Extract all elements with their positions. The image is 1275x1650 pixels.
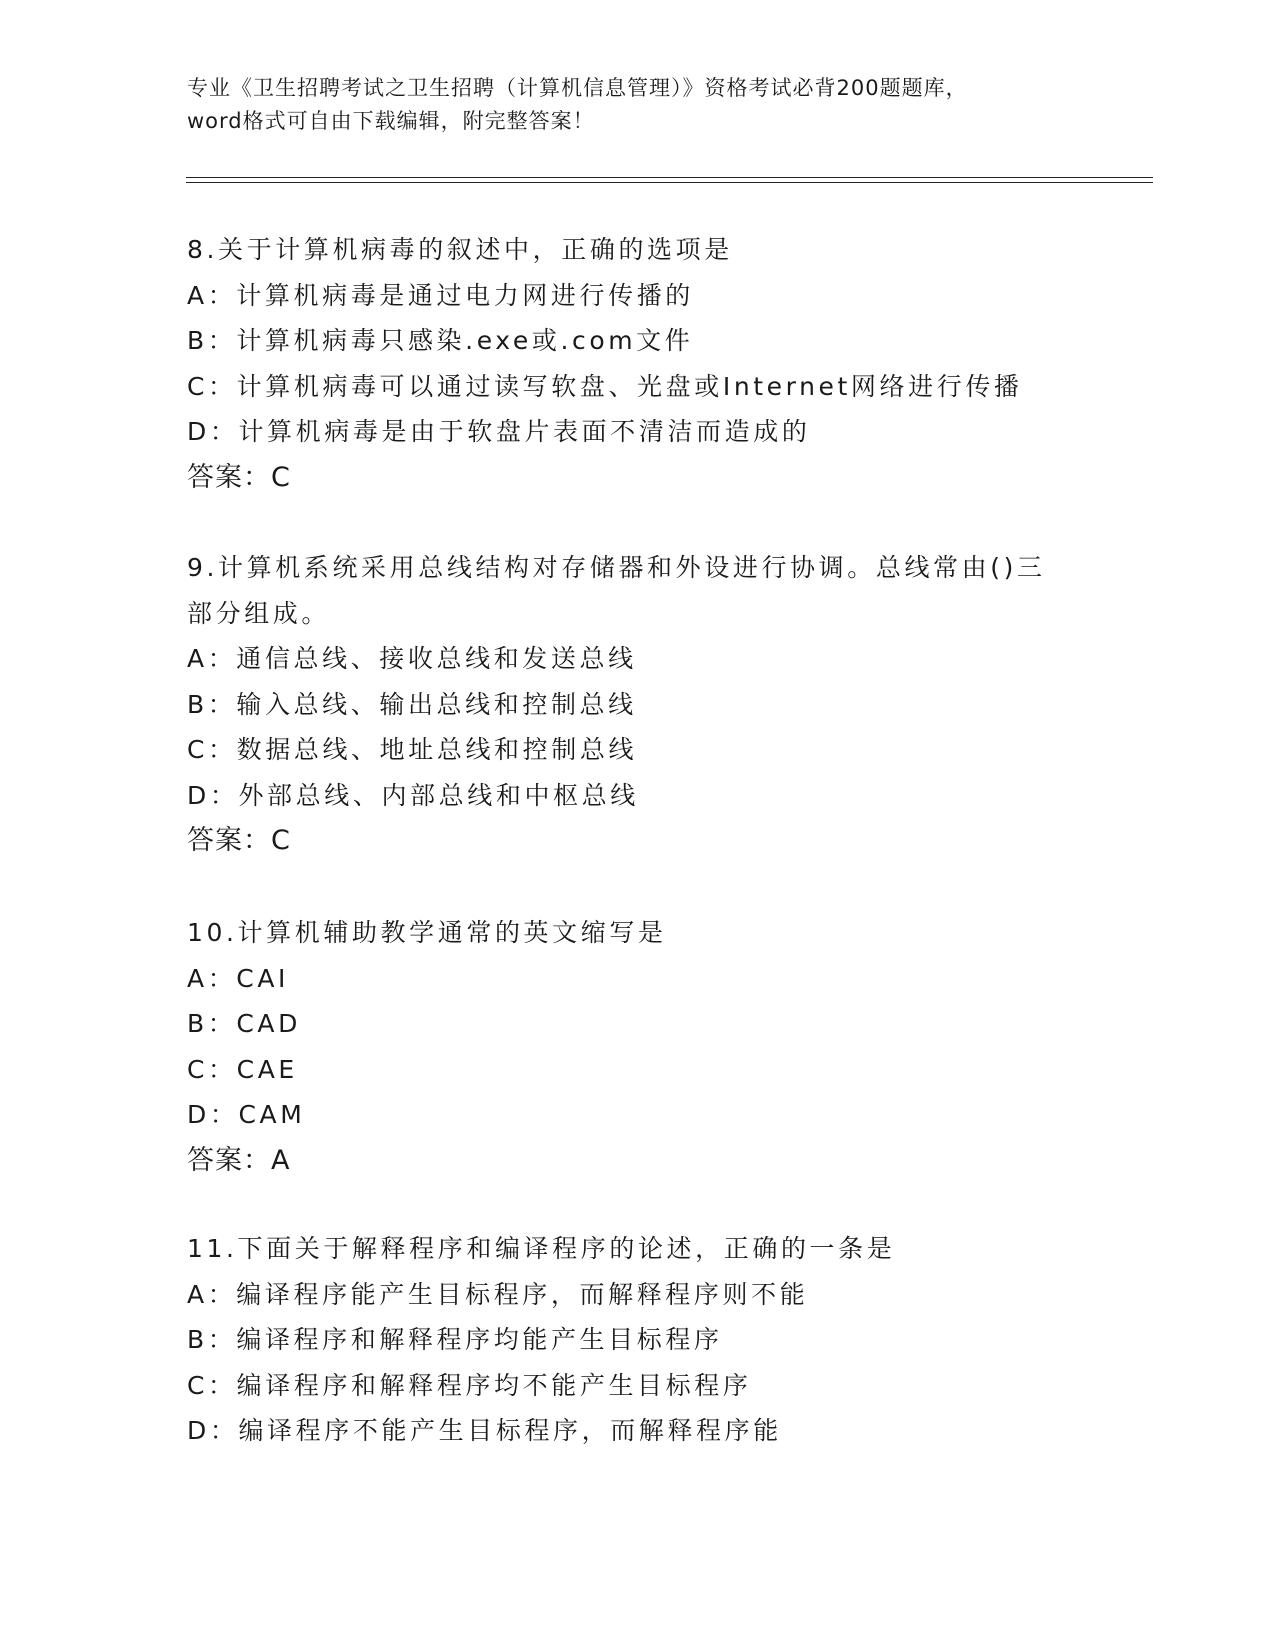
answer: 答案：C — [187, 461, 291, 493]
answer: 答案：A — [187, 1144, 291, 1176]
question-stem: 10.计算机辅助教学通常的英文缩写是 — [187, 918, 667, 947]
option-c: C：编译程序和解释程序均不能产生目标程序 — [187, 1370, 752, 1400]
option-d: D：外部总线、内部总线和中枢总线 — [187, 780, 639, 810]
header-divider-top — [186, 177, 1153, 178]
option-d: D：计算机病毒是由于软盘片表面不清洁而造成的 — [187, 417, 811, 446]
question-9 — [187, 545, 1087, 864]
question-stem-continued: 部分组成。 — [187, 598, 331, 628]
option-b: B：编译程序和解释程序均能产生目标程序 — [187, 1325, 723, 1354]
header-divider-bottom — [186, 182, 1153, 183]
question-11 — [187, 1226, 1087, 1454]
header-line-2: word格式可自由下载编辑，附完整答案！ — [187, 109, 595, 133]
option-c: C：CAE — [187, 1054, 298, 1084]
option-a: A：计算机病毒是通过电力网进行传播的 — [187, 280, 694, 310]
option-b: B：输入总线、输出总线和控制总线 — [187, 689, 637, 719]
option-c: C：计算机病毒可以通过读写软盘、光盘或Internet网络进行传播 — [187, 371, 1023, 401]
question-10 — [187, 910, 1087, 1184]
question-8 — [187, 227, 1087, 501]
question-stem: 9.计算机系统采用总线结构对存储器和外设进行协调。总线常由()三 — [187, 553, 1046, 582]
option-a: A：通信总线、接收总线和发送总线 — [187, 644, 637, 673]
header-line-1: 专业《卫生招聘考试之卫生招聘（计算机信息管理）》资格考试必背200题题库， — [187, 76, 968, 100]
question-stem: 8.关于计算机病毒的叙述中，正确的选项是 — [187, 235, 733, 264]
answer: 答案：C — [187, 825, 291, 856]
document-header — [187, 72, 1087, 138]
option-a: A：编译程序能产生目标程序，而解释程序则不能 — [187, 1279, 809, 1309]
option-b: B：计算机病毒只感染.exe或.com文件 — [187, 326, 694, 355]
option-c: C：数据总线、地址总线和控制总线 — [187, 735, 638, 764]
question-stem: 11.下面关于解释程序和编译程序的论述，正确的一条是 — [187, 1234, 896, 1263]
option-b: B：CAD — [187, 1009, 301, 1038]
option-d: D：编译程序不能产生目标程序，而解释程序能 — [187, 1416, 782, 1445]
option-d: D：CAM — [187, 1100, 306, 1129]
option-a: A：CAI — [187, 963, 290, 993]
